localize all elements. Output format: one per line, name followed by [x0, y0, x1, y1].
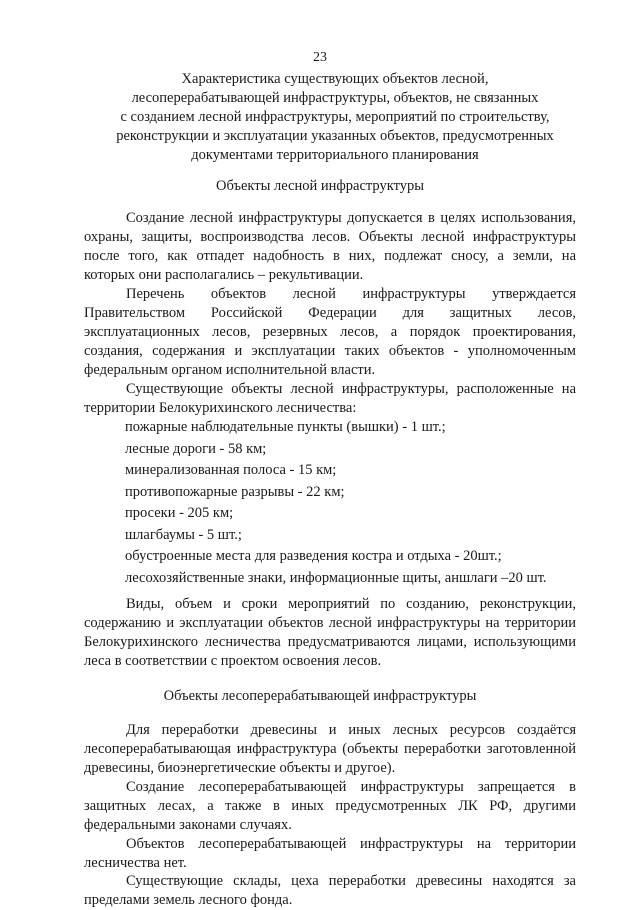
paragraph	[84, 778, 576, 835]
paragraph	[84, 872, 576, 910]
paragraph-line: Создание лесной инфраструктуры допускается в целях использования,	[126, 210, 576, 226]
title-line: с созданием лесной инфраструктуры, мероприятий по строительству,	[120, 109, 550, 125]
infrastructure-list	[125, 417, 585, 589]
paragraph-line: лесоперерабатывающая инфраструктура (объекты переработки заготовленной	[84, 741, 576, 757]
paragraph-line: Создание лесоперерабатывающей инфраструктуры запрещается в	[126, 779, 576, 795]
paragraph-line: лесничества нет.	[84, 855, 187, 871]
title-line: Характеристика существующих объектов лесной,	[181, 71, 489, 87]
paragraph	[84, 380, 576, 418]
paragraph	[84, 721, 576, 778]
section-heading-wood-processing-infrastructure: Объекты лесоперерабатывающей инфраструктуры	[163, 688, 477, 704]
paragraph-line: древесины, биоэнергетические объекты и другое).	[84, 760, 396, 776]
list-item: противопожарные разрывы - 22 км;	[125, 483, 345, 500]
paragraph-line: Существующие объекты лесной инфраструктуры, расположенные на	[126, 381, 576, 397]
list-item: пожарные наблюдательные пункты (вышки) - 1 шт.;	[125, 419, 446, 435]
list-item: обустроенные места для разведения костра и отдыха - 20шт.;	[125, 548, 502, 564]
paragraph-line: после того, как отпадет надобность в них, подлежат сносу, а земли, на	[84, 248, 576, 264]
document-title	[100, 70, 570, 165]
list-item: шлагбаумы - 5 шт.;	[125, 526, 242, 543]
paragraph-line: Перечень объектов лесной инфраструктуры утверждается	[126, 286, 576, 302]
paragraph-line: Виды, объем и сроки мероприятий по созданию, реконструкции,	[126, 596, 576, 612]
paragraph-line: Белокурихинского лесничества предусматриваются лицами, использующими	[84, 634, 576, 650]
paragraph-line: эксплуатационных лесов, резервных лесов, а порядок проектирования,	[84, 324, 576, 340]
paragraph	[84, 835, 576, 873]
paragraph-line: защитных лесах, а также в иных предусмотренных ЛК РФ, другими	[84, 798, 576, 814]
list-item: просеки - 205 км;	[125, 505, 234, 521]
paragraph	[84, 595, 576, 671]
list-item: лесные дороги - 58 км;	[125, 440, 267, 457]
paragraph-line: Существующие склады, цеха переработки древесины находятся за	[126, 873, 576, 889]
list-item: минерализованная полоса - 15 км;	[125, 462, 337, 478]
paragraph-line: создания, содержания и эксплуатации таких объектов - уполномоченным	[84, 343, 576, 359]
paragraph-line: федеральным органом исполнительной власти.	[84, 362, 376, 378]
title-line: реконструкции и эксплуатации указанных объектов, предусмотренных	[116, 128, 554, 144]
paragraph-line: территории Белокурихинского лесничества:	[84, 400, 357, 416]
paragraph-line: пределами земель лесного фонда.	[84, 892, 293, 908]
paragraph-line: Для переработки древесины и иных лесных ресурсов создаётся	[126, 722, 576, 738]
paragraph-line: которых они располагались – рекультивации.	[84, 267, 364, 283]
paragraph-line: федеральными законами случаях.	[84, 817, 292, 833]
paragraph-line: леса в соответствии с проектом освоения лесов.	[84, 653, 382, 669]
paragraph-line: Правительством Российской Федерации для защитных лесов,	[84, 305, 576, 321]
title-line: документами территориального планирования	[191, 147, 479, 163]
paragraph-line: охраны, защиты, воспроизводства лесов. Объекты лесной инфраструктуры	[84, 229, 576, 245]
page-number: 23	[313, 50, 327, 65]
list-item: лесохозяйственные знаки, информационные щиты, аншлаги –20 шт.	[125, 569, 547, 586]
paragraph-line: содержанию и эксплуатации объектов лесной инфраструктуры на территории	[84, 615, 576, 631]
title-line: лесоперерабатывающей инфраструктуры, объектов, не связанных	[131, 90, 539, 106]
paragraph	[84, 209, 576, 285]
paragraph	[84, 285, 576, 380]
section-heading-forest-infrastructure: Объекты лесной инфраструктуры	[216, 178, 424, 194]
paragraph-line: Объектов лесоперерабатывающей инфраструктуры на территории	[126, 836, 576, 852]
